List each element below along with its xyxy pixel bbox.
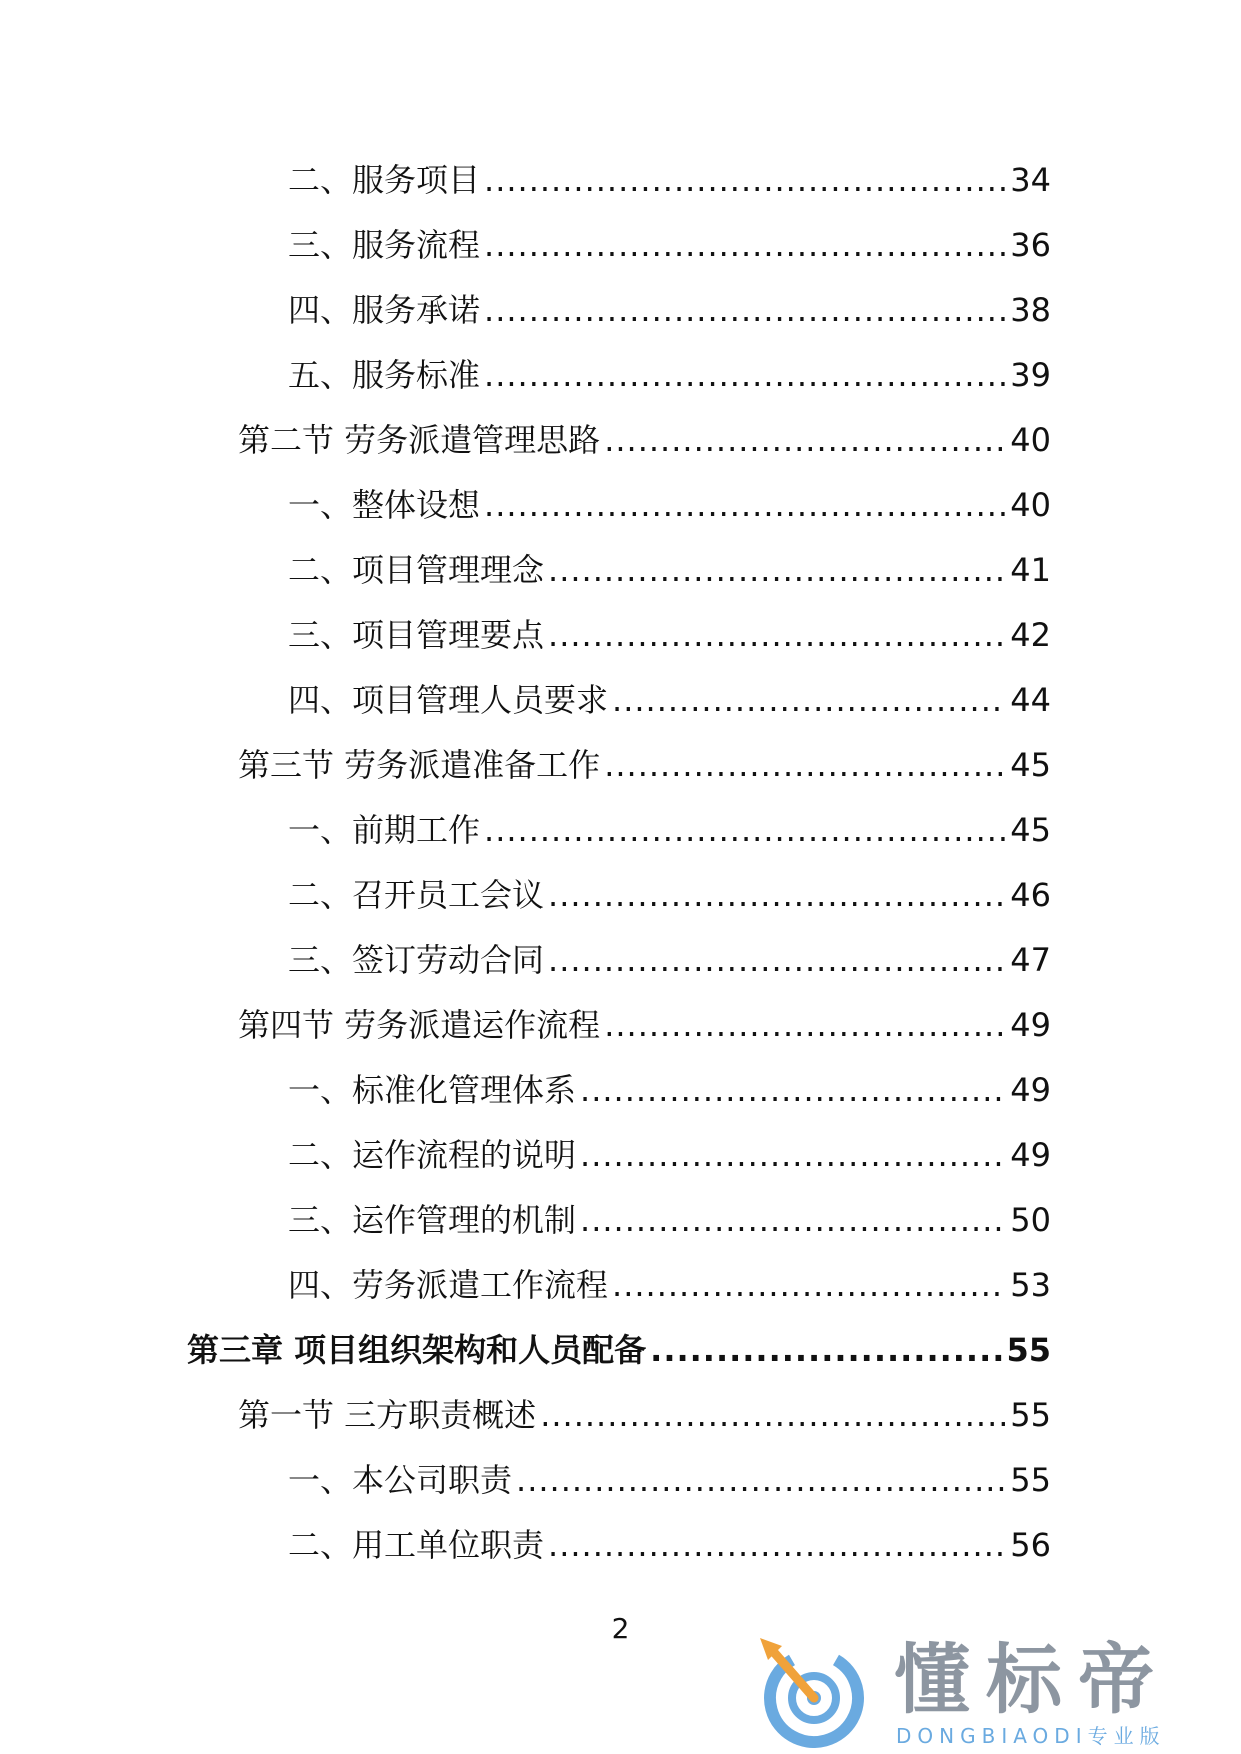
toc-entry-page: 53 [1010, 1266, 1051, 1304]
toc-dot-leader [612, 1265, 1006, 1305]
toc-entry[interactable] [0, 615, 1241, 680]
toc-entry-title: 第三节 劳务派遣准备工作 [238, 746, 601, 784]
toc-entry-title: 一、前期工作 [288, 811, 481, 849]
toc-entry[interactable] [0, 550, 1241, 615]
toc-entry-page: 40 [1010, 421, 1051, 459]
toc-dot-leader [612, 680, 1006, 720]
toc-entry-title: 二、服务项目 [288, 161, 481, 199]
toc-entry-title: 二、运作流程的说明 [288, 1136, 577, 1174]
toc-dot-leader [548, 1525, 1006, 1565]
toc-entry-page: 40 [1010, 486, 1051, 524]
toc-entry-title: 三、运作管理的机制 [288, 1201, 577, 1239]
toc-entry-page: 55 [1006, 1331, 1051, 1369]
toc-entry-page: 46 [1010, 876, 1051, 914]
toc-entry-page: 36 [1010, 226, 1051, 264]
toc-entry[interactable] [0, 1525, 1241, 1590]
toc-entry-title: 第四节 劳务派遣运作流程 [238, 1006, 601, 1044]
toc-entry-page: 49 [1010, 1136, 1051, 1174]
toc-entry-title: 三、签订劳动合同 [288, 941, 545, 979]
toc-entry-title: 第一节 三方职责概述 [238, 1396, 537, 1434]
toc-entry-title: 一、标准化管理体系 [288, 1071, 577, 1109]
toc-entry-page: 55 [1010, 1396, 1051, 1434]
toc-entry[interactable] [0, 160, 1241, 225]
toc-entry[interactable] [0, 1265, 1241, 1330]
toc-entry-title: 第二节 劳务派遣管理思路 [238, 421, 601, 459]
toc-entry-page: 56 [1010, 1526, 1051, 1564]
toc-dot-leader [580, 1135, 1006, 1175]
toc-dot-leader [580, 1200, 1006, 1240]
toc-entry-page: 47 [1010, 941, 1051, 979]
toc-entry[interactable] [0, 1135, 1241, 1200]
toc-dot-leader [580, 1070, 1006, 1110]
toc-dot-leader [516, 1460, 1006, 1500]
brand-name: 懂标帝 [894, 1635, 1170, 1724]
toc-entry-title: 二、召开员工会议 [288, 876, 545, 914]
toc-entry-page: 38 [1010, 291, 1051, 329]
toc-entry-page: 39 [1010, 356, 1051, 394]
toc-dot-leader [548, 550, 1006, 590]
toc-entry-title: 五、服务标准 [288, 356, 481, 394]
toc-entry-title: 三、项目管理要点 [288, 616, 545, 654]
toc-chapter-entry[interactable] [0, 1330, 1241, 1395]
brand-subtitle: DONGBIAODI专业版 [896, 1724, 1166, 1748]
toc-entry-page: 42 [1010, 616, 1051, 654]
toc-dot-leader [604, 745, 1006, 785]
toc-dot-leader [540, 1395, 1006, 1435]
toc-entry-title: 二、用工单位职责 [288, 1526, 545, 1564]
toc-section-entry[interactable] [0, 420, 1241, 485]
toc-entry[interactable] [0, 810, 1241, 875]
toc-dot-leader [484, 485, 1006, 525]
toc-entry-page: 55 [1010, 1461, 1051, 1499]
page-number: 2 [611, 1612, 630, 1645]
toc-entry-page: 49 [1010, 1006, 1051, 1044]
toc-entry-page: 41 [1010, 551, 1051, 589]
toc-dot-leader [604, 1005, 1006, 1045]
toc-entry[interactable] [0, 290, 1241, 355]
target-arrow-icon [752, 1636, 872, 1748]
toc-entry[interactable] [0, 875, 1241, 940]
brand-watermark [752, 1636, 1222, 1748]
toc-entry[interactable] [0, 680, 1241, 745]
table-of-contents [0, 160, 1241, 1590]
toc-entry-title: 一、本公司职责 [288, 1461, 513, 1499]
toc-entry-page: 44 [1010, 681, 1051, 719]
toc-dot-leader [604, 420, 1006, 460]
toc-dot-leader [548, 875, 1006, 915]
toc-entry-title: 四、项目管理人员要求 [288, 681, 609, 719]
toc-entry-title: 二、项目管理理念 [288, 551, 545, 589]
toc-entry-page: 49 [1010, 1071, 1051, 1109]
toc-entry-page: 45 [1010, 746, 1051, 784]
toc-dot-leader [484, 290, 1006, 330]
toc-entry[interactable] [0, 485, 1241, 550]
toc-section-entry[interactable] [0, 745, 1241, 810]
toc-dot-leader [484, 160, 1006, 200]
toc-dot-leader [484, 355, 1006, 395]
toc-dot-leader [548, 940, 1006, 980]
toc-dot-leader [650, 1330, 1002, 1370]
toc-section-entry[interactable] [0, 1005, 1241, 1070]
toc-entry-title: 一、整体设想 [288, 486, 481, 524]
toc-dot-leader [548, 615, 1006, 655]
toc-entry[interactable] [0, 940, 1241, 1005]
toc-entry[interactable] [0, 225, 1241, 290]
toc-entry-page: 50 [1010, 1201, 1051, 1239]
toc-dot-leader [484, 225, 1006, 265]
toc-entry[interactable] [0, 1200, 1241, 1265]
toc-section-entry[interactable] [0, 1395, 1241, 1460]
toc-entry-page: 45 [1010, 811, 1051, 849]
toc-entry[interactable] [0, 1070, 1241, 1135]
toc-entry-title: 四、劳务派遣工作流程 [288, 1266, 609, 1304]
toc-entry-title: 四、服务承诺 [288, 291, 481, 329]
toc-entry-page: 34 [1010, 161, 1051, 199]
toc-entry[interactable] [0, 355, 1241, 420]
toc-dot-leader [484, 810, 1006, 850]
toc-entry-title: 第三章 项目组织架构和人员配备 [187, 1331, 647, 1369]
toc-entry-title: 三、服务流程 [288, 226, 481, 264]
toc-entry[interactable] [0, 1460, 1241, 1525]
